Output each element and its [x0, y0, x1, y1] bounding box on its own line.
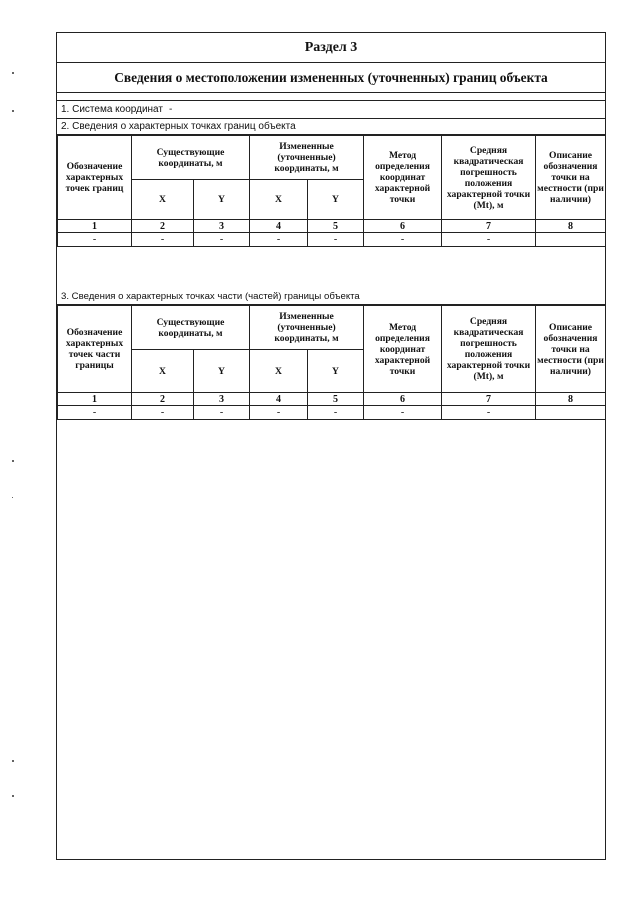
table-cell: -: [442, 406, 536, 420]
part-points-table: [57, 305, 606, 420]
col-existing-x: X: [132, 350, 194, 393]
table-cell: [536, 233, 606, 247]
col-changed: Измененные (уточненные) координаты, м: [250, 136, 364, 180]
coordinate-system-label: 1. Система координат: [61, 104, 163, 115]
column-number: 7: [442, 220, 536, 233]
column-number: 1: [58, 393, 132, 406]
table-cell: [536, 406, 606, 420]
spacer-row: [57, 93, 605, 101]
col-description: Описание обозначения точки на местности (при наличии): [536, 306, 606, 393]
table-cell: -: [58, 406, 132, 420]
scan-speck: [12, 795, 14, 797]
table-cell: -: [58, 233, 132, 247]
column-number: 5: [308, 393, 364, 406]
table-cell: -: [308, 406, 364, 420]
col-existing-y: Y: [194, 350, 250, 393]
table-cell: -: [308, 233, 364, 247]
coordinate-system-value: -: [168, 104, 173, 115]
table-cell: -: [442, 233, 536, 247]
column-number: 8: [536, 393, 606, 406]
col-existing-y: Y: [194, 180, 250, 220]
col-existing: Существующие координаты, м: [132, 136, 250, 180]
col-error: Средняя квадратическая погрешность положения характерной точки (Mt), м: [442, 306, 536, 393]
scan-speck: [12, 460, 14, 462]
section-subtitle: Сведения о местоположении измененных (уточненных) границ объекта: [57, 63, 605, 93]
scan-speck: [12, 497, 13, 498]
table-cell: -: [364, 406, 442, 420]
column-numbers-row: [58, 220, 606, 233]
scan-speck: [12, 72, 14, 74]
table-cell: -: [132, 233, 194, 247]
col-designation: Обозначение характерных точек части границы: [58, 306, 132, 393]
col-changed-y: Y: [308, 180, 364, 220]
part-points-heading: 3. Сведения о характерных точках части (частей) границы объекта: [57, 289, 605, 305]
table-cell: -: [132, 406, 194, 420]
table-cell: -: [194, 233, 250, 247]
column-number: 6: [364, 393, 442, 406]
column-number: 2: [132, 220, 194, 233]
table-cell: -: [194, 406, 250, 420]
col-method: Метод определения координат характерной точки: [364, 136, 442, 220]
col-changed-y: Y: [308, 350, 364, 393]
scan-speck: [12, 110, 14, 112]
column-number: 8: [536, 220, 606, 233]
column-number: 7: [442, 393, 536, 406]
column-number: 5: [308, 220, 364, 233]
column-number: 2: [132, 393, 194, 406]
column-number: 6: [364, 220, 442, 233]
col-changed: Измененные (уточненные) координаты, м: [250, 306, 364, 350]
column-number: 3: [194, 393, 250, 406]
col-designation: Обозначение характерных точек границ: [58, 136, 132, 220]
col-description: Описание обозначения точки на местности (при наличии): [536, 136, 606, 220]
section-title: Раздел 3: [57, 33, 605, 63]
column-number: 3: [194, 220, 250, 233]
section-frame: [56, 32, 606, 860]
col-changed-x: X: [250, 180, 308, 220]
coordinate-system-row: [57, 101, 605, 119]
col-existing-x: X: [132, 180, 194, 220]
col-method: Метод определения координат характерной точки: [364, 306, 442, 393]
column-number: 4: [250, 393, 308, 406]
table-cell: -: [364, 233, 442, 247]
column-numbers-row: [58, 393, 606, 406]
boundary-points-table: [57, 135, 606, 247]
boundary-points-heading: 2. Сведения о характерных точках границ объекта: [57, 119, 605, 135]
table-cell: -: [250, 233, 308, 247]
col-existing: Существующие координаты, м: [132, 306, 250, 350]
scan-speck: [12, 760, 14, 762]
column-number: 4: [250, 220, 308, 233]
col-error: Средняя квадратическая погрешность положения характерной точки (Mt), м: [442, 136, 536, 220]
table-row: [58, 406, 606, 420]
col-changed-x: X: [250, 350, 308, 393]
table-cell: -: [250, 406, 308, 420]
table-row: [58, 233, 606, 247]
column-number: 1: [58, 220, 132, 233]
